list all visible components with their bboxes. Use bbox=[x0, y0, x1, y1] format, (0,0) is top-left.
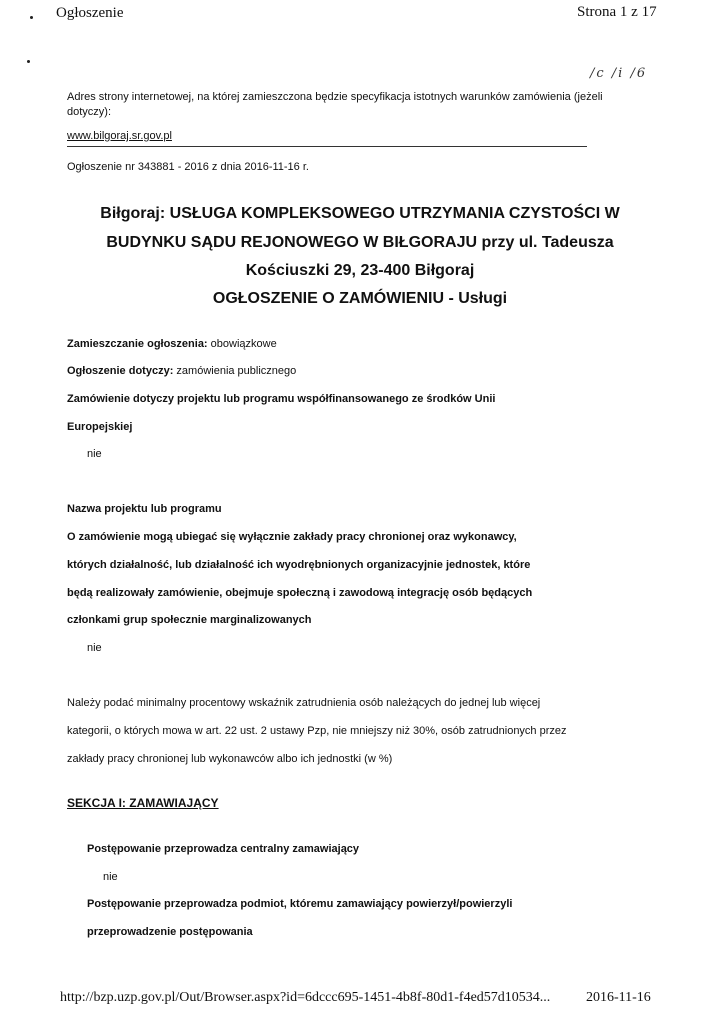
footer-date: 2016-11-16 bbox=[586, 990, 651, 1005]
address-label: Adres strony internetowej, na której zamieszczona będzie specyfikacja istotnych warunków zamówienia (jeżeli dotyczy): bbox=[67, 91, 603, 118]
scan-mark-dot bbox=[27, 60, 30, 63]
placement-field bbox=[67, 337, 277, 352]
delegate-question-line-1: Postępowanie przeprowadza podmiot, któremu zamawiający powierzył/powierzyli bbox=[87, 898, 513, 910]
handwritten-annotation: /c /i /6 bbox=[590, 66, 648, 81]
eu-project-answer: nie bbox=[87, 448, 102, 460]
sheltered-question-line-1: O zamówienie mogą ubiegać się wyłącznie zakłady pracy chronionej oraz wykonawcy, bbox=[67, 531, 517, 543]
header-title: Ogłoszenie bbox=[56, 5, 124, 21]
employment-text-line-1: Należy podać minimalny procentowy wskaźnik zatrudnienia osób należących do jednej lub więcej bbox=[67, 697, 541, 709]
separator-line bbox=[67, 146, 587, 147]
concerns-field bbox=[67, 364, 296, 379]
footer-url: http://bzp.uzp.gov.pl/Out/Browser.aspx?id=6dccc695-1451-4b8f-80d1-f4ed57d10534... bbox=[60, 990, 551, 1005]
central-buyer-question: Postępowanie przeprowadza centralny zamawiający bbox=[87, 843, 360, 855]
sheltered-question-line-2: których działalność, lub działalność ich wyodrębnionych organizacyjnie jednostek, które bbox=[67, 559, 531, 571]
sheltered-answer: nie bbox=[87, 642, 102, 654]
sheltered-question-line-4: członkami grup społecznie marginalizowanych bbox=[67, 614, 312, 626]
notice-title-line-3: Kościuszki 29, 23-400 Biłgoraj bbox=[245, 262, 475, 279]
placement-label: Zamieszczanie ogłoszenia: bbox=[67, 338, 208, 350]
eu-project-question-line-1: Zamówienie dotyczy projektu lub programu współfinansowanego ze środków Unii bbox=[67, 393, 496, 405]
employment-text-line-2: kategorii, o których mowa w art. 22 ust. 2 ustawy Pzp, nie mniejszy niż 30%, osób zatrudnionych przez bbox=[67, 725, 567, 737]
address-link[interactable]: www.bilgoraj.sr.gov.pl bbox=[67, 130, 172, 142]
eu-project-question-line-2: Europejskiej bbox=[67, 421, 133, 433]
notice-title-line-2: BUDYNKU SĄDU REJONOWEGO W BIŁGORAJU przy ul. Tadeusza bbox=[106, 234, 614, 251]
page-counter: Strona 1 z 17 bbox=[577, 4, 657, 20]
delegate-question-line-2: przeprowadzenie postępowania bbox=[87, 926, 253, 938]
concerns-value: zamówienia publicznego bbox=[176, 365, 297, 377]
notice-title-line-4: OGŁOSZENIE O ZAMÓWIENIU - Usługi bbox=[212, 290, 508, 307]
concerns-label: Ogłoszenie dotyczy: bbox=[67, 365, 174, 377]
employment-text-line-3: zakłady pracy chronionej lub wykonawców albo ich jednostki (w %) bbox=[67, 753, 393, 765]
sheltered-question-line-3: będą realizowały zamówienie, obejmuje społeczną i zawodową integrację osób będących bbox=[67, 587, 533, 599]
project-name-label: Nazwa projektu lub programu bbox=[67, 503, 222, 515]
section-heading: SEKCJA I: ZAMAWIAJĄCY bbox=[67, 796, 219, 810]
notice-number: Ogłoszenie nr 343881 - 2016 z dnia 2016-11-16 r. bbox=[67, 161, 309, 173]
placement-value: obowiązkowe bbox=[210, 338, 277, 350]
notice-title-line-1: Biłgoraj: USŁUGA KOMPLEKSOWEGO UTRZYMANIA CZYSTOŚCI W bbox=[100, 205, 620, 222]
scan-mark-dot bbox=[30, 16, 33, 19]
central-buyer-answer: nie bbox=[103, 871, 118, 883]
